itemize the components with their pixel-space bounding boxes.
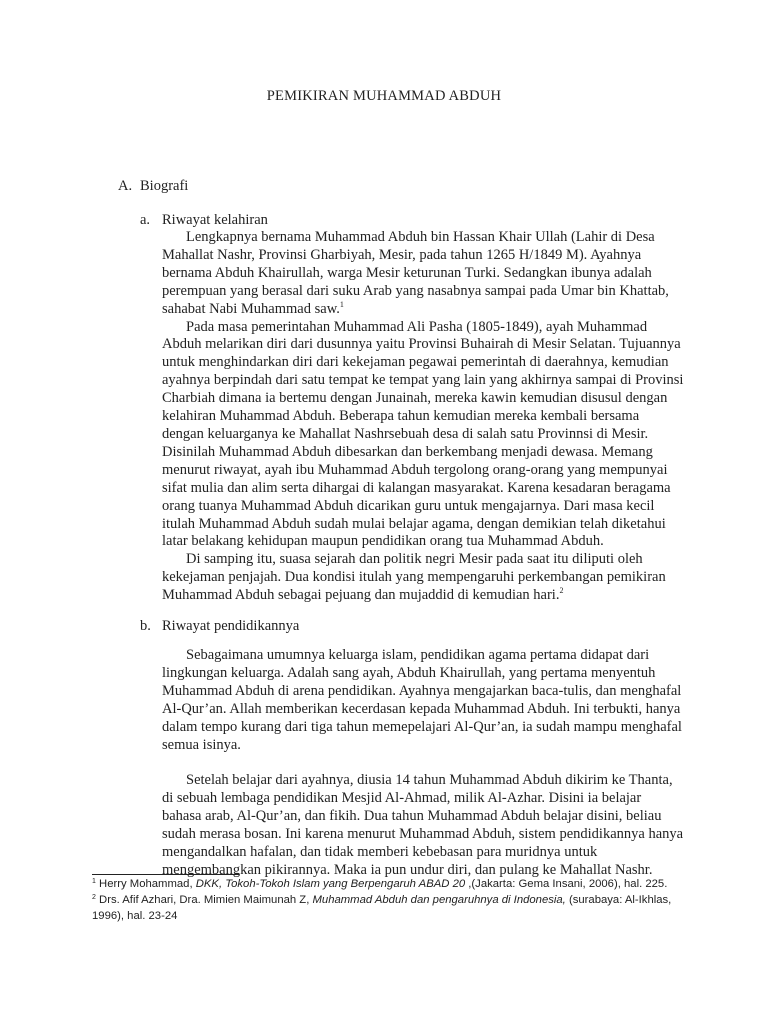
paragraph [162,229,684,319]
paragraph: Sebagaimana umumnya keluarga islam, pendidikan agama pertama didapat dari lingkungan keluarga. Adalah sang ayah, Abduh Khairullah, yang pertama menyentuh Muhammad Abduh di arena pendidikan. Ayahnya mengajarkan baca-tulis, dan menghafal Al-Qur’an. Allah memberikan kecerdasan kepada Muhammad Abduh. Ini terbukti, hanya dalam tempo kurang dari tiga tahun memepelajari Al-Qur’an, ia sudah mampu menghafal semua isinya. [162,647,682,753]
footnote-text: ,(Jakarta: Gema Insani, 2006), hal. 225. [465,878,668,890]
subsection-b-heading [140,618,299,635]
document-title: PEMIKIRAN MUHAMMAD ABDUH [266,88,502,104]
subsection-b-marker: b. [140,618,151,634]
paragraph-text: Di samping itu, suasa sejarah dan politik negri Mesir pada saat itu diliputi oleh kekejaman penjajah. Dua kondisi itulah yang mempengaruhi perkembangan pemikiran Muhammad Abduh sebagai pejuang dan mujaddid di kemudian hari. [162,551,666,604]
footnotes [92,876,678,924]
section-a-title: Biografi [140,178,189,194]
subsection-a-body [162,229,684,605]
paragraph: Pada masa pemerintahan Muhammad Ali Pasha (1805-1849), ayah Muhammad Abduh melarikan diri dari dusunnya yaitu Provinsi Buhairah di Mesir Selatan. Tujuannya untuk menghindarkan diri dari kekejaman pegawai pemerintah di daerahnya, kemudian ayahnya berpindah dari satu tempat ke tempat yang lain yang akhirnya sampai di Provinsi Charbiah dimana ia bertemu dengan Junainah, mereka kawin kemudian disusul dengan kelahiran Muhammad Abduh. Beberapa tahun kemudian mereka kembali bersama dengan keluarganya ke Mahallat Nashrsebuah desa di salah satu Provinnsi di Mesir. Disinilah Muhammad Abduh dibesarkan dan berkembang menjadi dewasa. Memang menurut riwayat, ayah ibu Muhammad Abduh tergolong orang-orang yang mempunyai sifat mulia dan alim serta dihargai di kalangan masyarakat. Karena kesadaran beragama orang tuanya Muhammad Abduh dicarikan guru untuk mengajarnya. Dari masa kecil itulah Muhammad Abduh sudah mulai belajar agama, dengan demikian telah diketahui latar belakang kehidupan maupun pendidikan orang tua Muhammad Abduh. [162,318,684,550]
subsection-b-body [162,647,684,880]
subsection-a-marker: a. [140,212,151,228]
section-a-heading [118,178,188,195]
subsection-a-title: Riwayat kelahiran [162,212,268,228]
footnote-text: Drs. Afif Azhari, Dra. Mimien Maimunah Z, [95,894,313,906]
paragraph: Setelah belajar dari ayahnya, diusia 14 tahun Muhammad Abduh dikirim ke Thanta, di sebuah lembaga pendidikan Mesjid Al-Ahmad, milik Al-Azhar. Disini ia belajar bahasa arab, Al-Qur’an, dan fikih. Dua tahun Muhammad Abduh belajar disini, beliau sudah merasa bosan. Ini karena menurut Muhammad Abduh, sistem pendidikannya hanya mengandalkan hafalan, dan tidak memberi kebebasan para muridnya untuk mengembangkan pikirannya. Maka ia pun undur diri, dan pulang ke Mahallat Nashr. [162,772,684,878]
paragraph-text: Lengkapnya bernama Muhammad Abduh bin Hassan Khair Ullah (Lahir di Desa Mahallat Nashr, Provinsi Gharbiyah, Mesir, pada tahun 1265 H/1849 M). Ayahnya bernama Abduh Khairullah, warga Mesir keturunan Turki. Sedangkan ibunya adalah perempuan yang berasal dari suku Arab yang nasabnya sampai pada Umar bin Khattab, sahabat Nabi Muhammad saw. [162,229,669,317]
footnote [92,892,678,924]
footnote [92,876,678,892]
footnote-ref: 1 [339,299,344,309]
section-a-marker: A. [118,178,133,194]
footnote-number: 1 [92,878,96,885]
footnote-number: 2 [92,894,96,901]
footnote-text: (surabaya: Al-Ikhlas, 1996), hal. 23-24 [92,894,672,922]
footnote-title: Muhammad Abduh dan pengaruhnya di Indonesia, [312,894,566,906]
subsection-b-title: Riwayat pendidikannya [162,618,300,634]
subsection-a-heading [140,212,268,229]
footnote-separator [92,874,239,875]
footnote-text: Herry Mohammad, [95,878,196,890]
footnote-ref: 2 [559,586,564,596]
paragraph [162,551,684,605]
footnote-title: DKK, Tokoh-Tokoh Islam yang Berpengaruh ABAD 20 [195,878,466,890]
